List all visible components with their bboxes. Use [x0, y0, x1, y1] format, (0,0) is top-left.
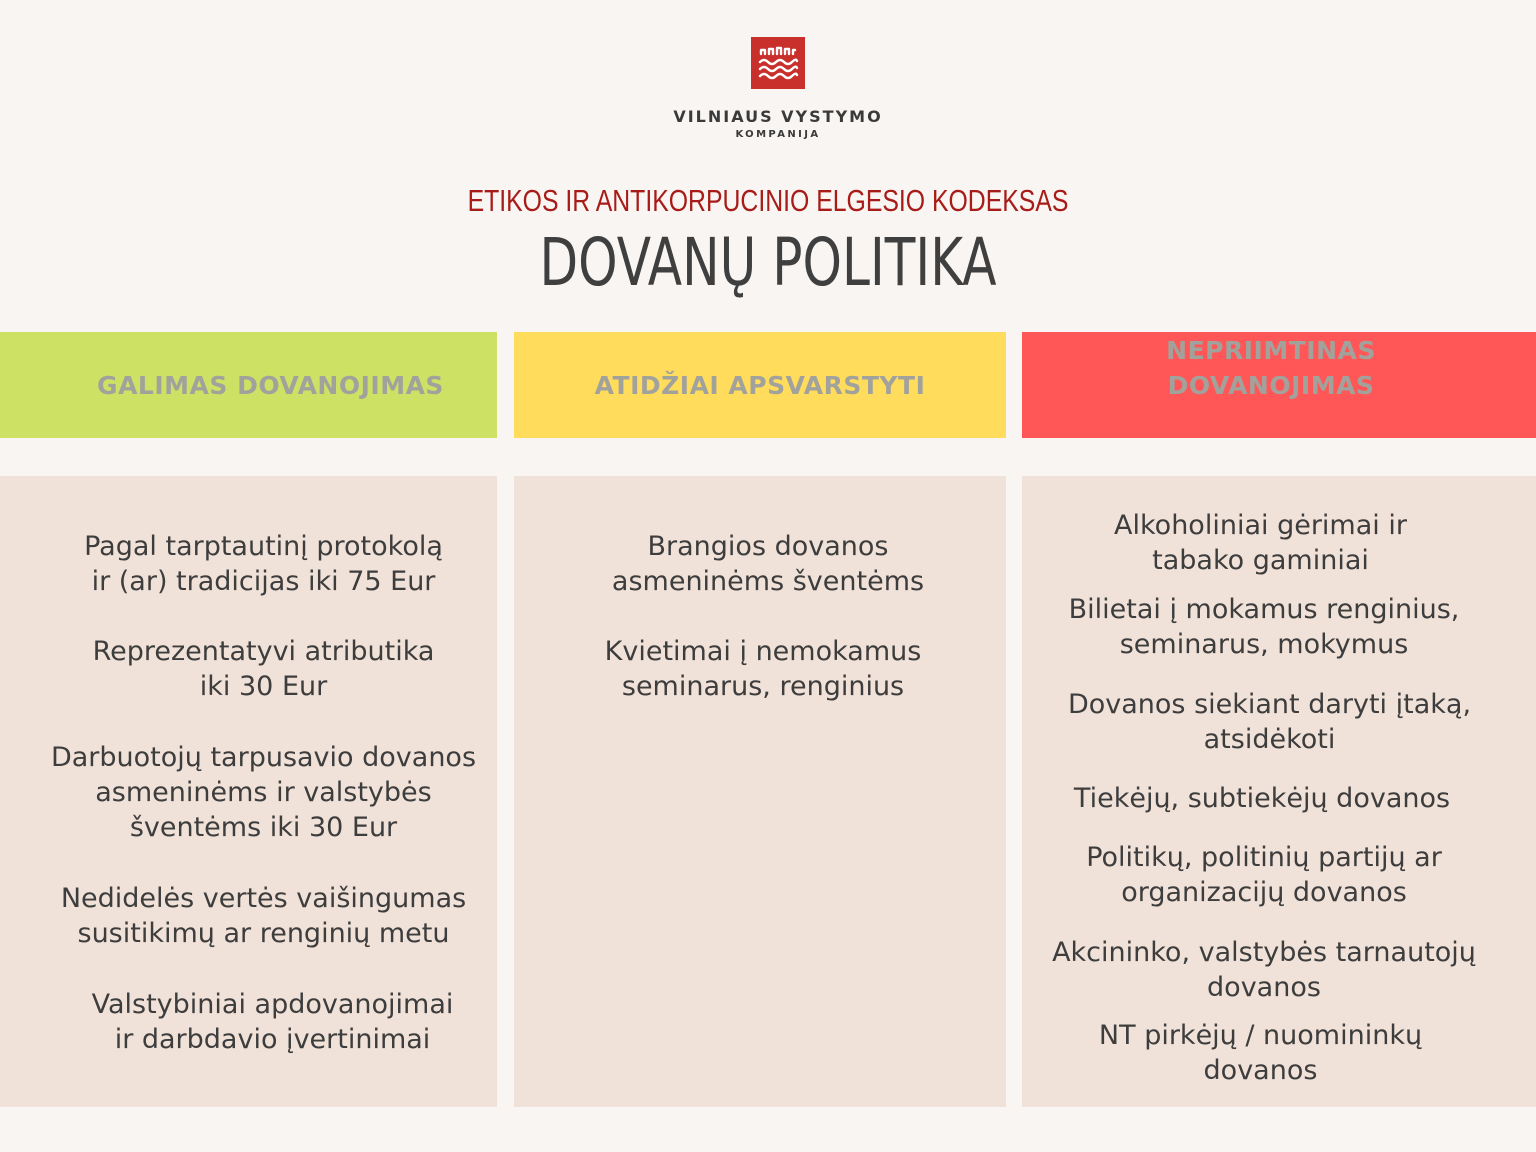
logo-name: VILNIAUS VYSTYMO — [673, 107, 883, 126]
list-item: Bilietai į mokamus renginius, seminarus, mokymus — [1068, 594, 1460, 660]
list-item: Darbuotojų tarpusavio dovanos asmeninėms ir valstybės šventėms iki 30 Eur — [50, 742, 477, 843]
list-item: Brangios dovanos asmeninėms šventėms — [611, 531, 925, 597]
column-panel-consider — [514, 476, 1006, 1107]
list-item: Valstybiniai apdovanojimai ir darbdavio įvertinimai — [91, 989, 454, 1055]
list-item: Alkoholiniai gėrimai ir tabako gaminiai — [1114, 510, 1407, 576]
column-header-label: GALIMAS DOVANOJIMAS — [97, 370, 444, 400]
column-panel-allowed — [0, 476, 497, 1107]
list-item: Reprezentatyvi atributika iki 30 Eur — [92, 636, 435, 702]
logo-subname: KOMPANIJA — [735, 129, 821, 140]
list-item: Kvietimai į nemokamus seminarus, renginius — [604, 636, 922, 702]
column-header-consider — [514, 332, 1006, 438]
list-item: Politikų, politinių partijų ar organizacijų dovanos — [1086, 842, 1442, 908]
list-item: NT pirkėjų / nuomininkų dovanos — [1098, 1020, 1423, 1086]
waves-logo-icon — [751, 37, 805, 89]
column-header-allowed — [0, 332, 497, 438]
page-subtitle: ETIKOS IR ANTIKORPUCINIO ELGESIO KODEKSAS — [467, 183, 1069, 218]
list-item: Nedidelės vertės vaišingumas susitikimų ar renginių metu — [60, 883, 467, 949]
list-item: Tiekėjų, subtiekėjų dovanos — [1073, 783, 1451, 814]
list-item: Dovanos siekiant daryti įtaką, atsidėkoti — [1067, 689, 1472, 755]
column-header-label: ATIDŽIAI APSVARSTYTI — [594, 370, 926, 400]
page-title: DOVANŲ POLITIKA — [539, 224, 997, 301]
logo — [751, 37, 805, 89]
column-panel-unacceptable — [1022, 476, 1536, 1107]
list-item: Pagal tarptautinį protokolą ir (ar) tradicijas iki 75 Eur — [84, 531, 443, 597]
list-item: Akcininko, valstybės tarnautojų dovanos — [1052, 937, 1476, 1003]
column-header-unacceptable — [1022, 332, 1536, 438]
column-header-label: NEPRIIMTINAS DOVANOJIMAS — [1166, 336, 1376, 400]
